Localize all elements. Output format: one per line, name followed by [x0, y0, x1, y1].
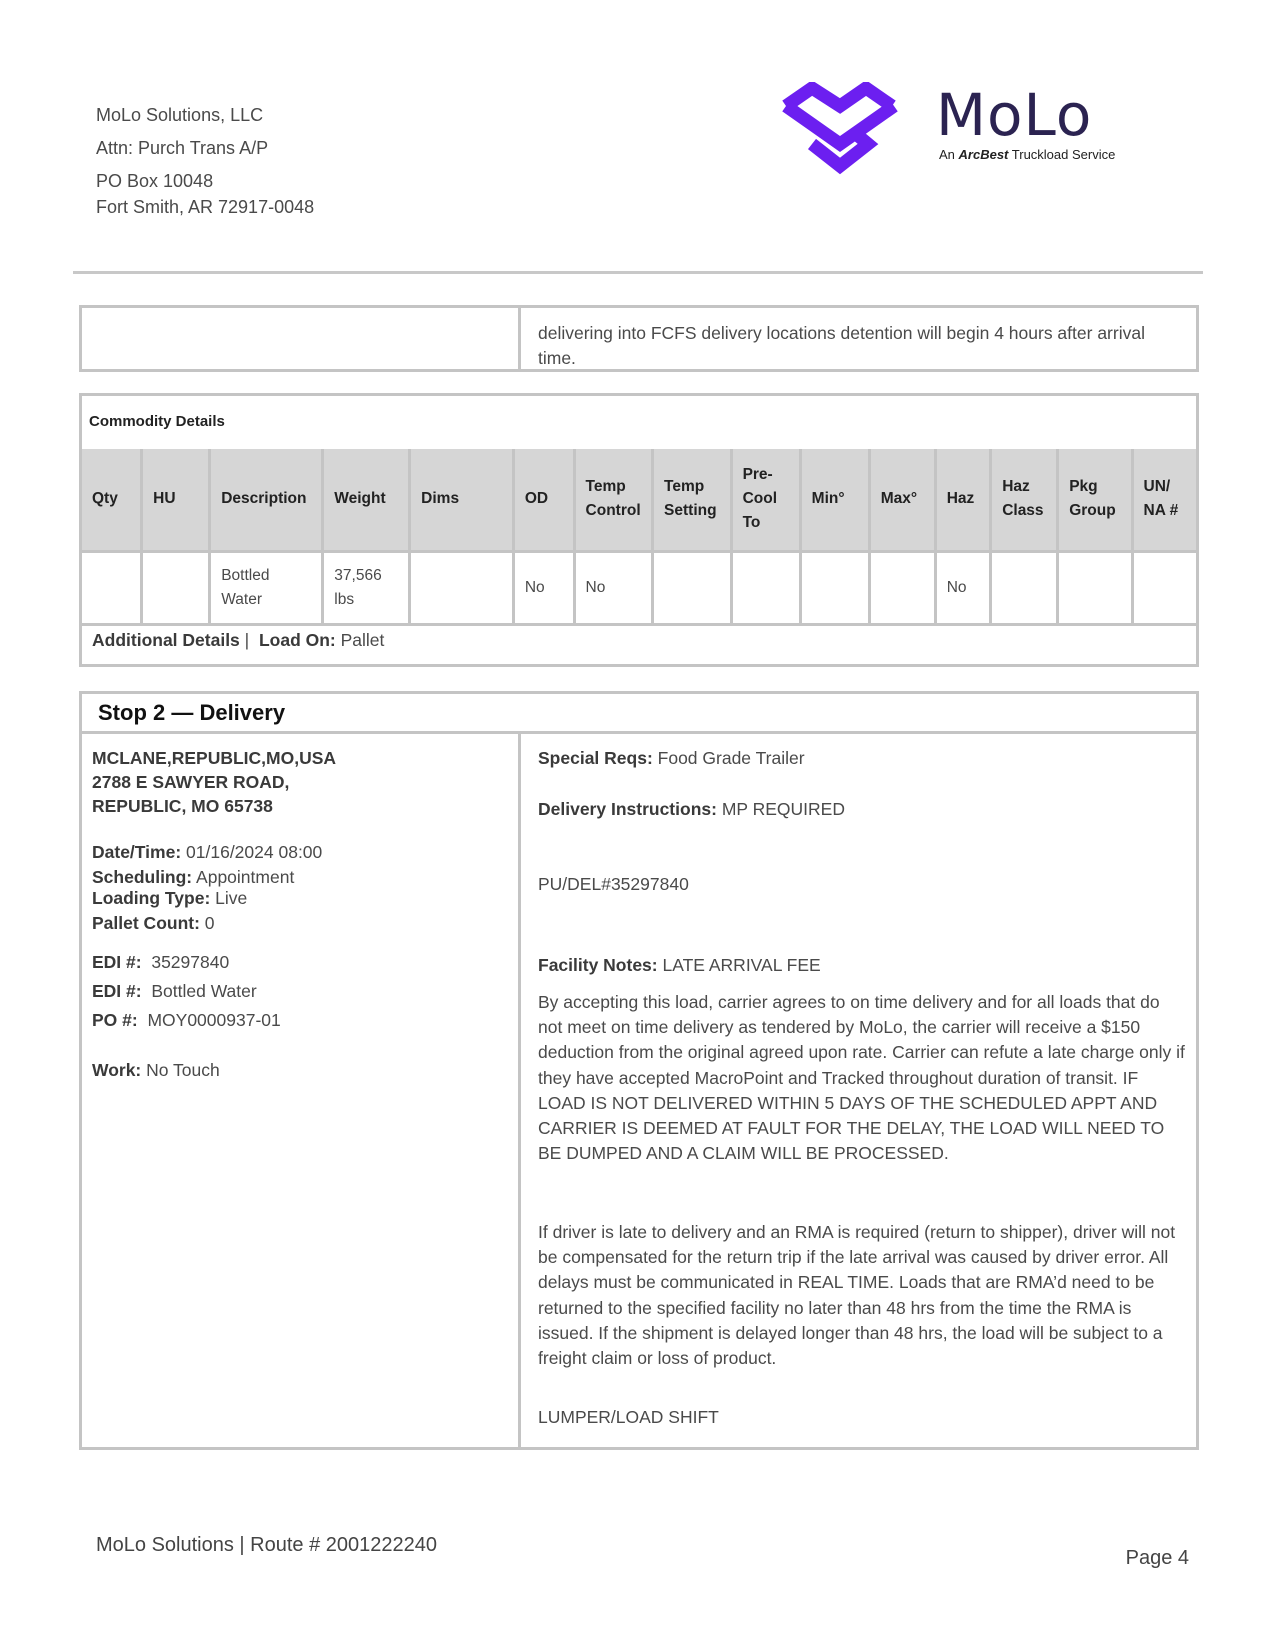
- cell-description: Bottled Water: [210, 551, 323, 624]
- header-min: Min°: [800, 449, 869, 551]
- cell-dims: [410, 551, 514, 624]
- column-divider: [518, 308, 521, 369]
- header-un-na: UN/ NA #: [1132, 449, 1196, 551]
- sender-po-box: PO Box 10048: [96, 171, 214, 191]
- header-haz-class: Haz Class: [991, 449, 1058, 551]
- header-pkg-group: Pkg Group: [1058, 449, 1132, 551]
- delivery-instructions-field: Delivery Instructions: MP REQUIRED: [538, 799, 845, 819]
- facility-notes-field: Facility Notes: LATE ARRIVAL FEE: [538, 955, 821, 975]
- stop-delivery-section: [79, 691, 1199, 1450]
- page-number: Page 4: [1125, 1547, 1189, 1569]
- cell-hu: [142, 551, 210, 624]
- cell-pkg-group: [1058, 551, 1132, 624]
- logo-wordmark: MoLo: [936, 81, 1093, 149]
- pu-del-number: PU/DEL#35297840: [538, 874, 689, 894]
- commodity-header-row: [82, 449, 1196, 551]
- header-description: Description: [210, 449, 323, 551]
- cell-min: [800, 551, 869, 624]
- previous-notes-text: delivering into FCFS delivery locations detention will begin 4 hours after arrival time.: [538, 323, 1145, 368]
- lumper-note: LUMPER/LOAD SHIFT: [538, 1407, 719, 1427]
- scheduling-field: Scheduling: Appointment: [92, 867, 295, 887]
- additional-separator: |: [244, 630, 250, 650]
- header-haz: Haz: [935, 449, 990, 551]
- work-field: Work: No Touch: [92, 1060, 220, 1080]
- cell-temp-control: No: [574, 551, 653, 624]
- additional-details-label: Additional Details: [92, 630, 240, 650]
- po-field: PO #: MOY0000937-01: [92, 1010, 281, 1030]
- stop-title: Stop 2 — Delivery: [98, 700, 286, 725]
- commodity-details-section: [79, 393, 1199, 667]
- header-divider: [73, 271, 1203, 274]
- header-weight: Weight: [323, 449, 410, 551]
- molo-logo-mark-icon: [778, 82, 918, 178]
- header-dims: Dims: [410, 449, 514, 551]
- pallet-count-field: Pallet Count: 0: [92, 913, 215, 933]
- rma-policy: If driver is late to delivery and an RMA is required (return to shipper), driver will not be compensated for the return trip if the late arrival was caused by driver error. All delays must be communicated in REAL TIME. Loads that are RMA’d need to be returned to the specified facility no later than 48 hrs from the time the RMA is issued. If the shipment is delayed longer than 48 hrs, the load will be subject to a freight claim or loss of product.: [538, 1222, 1176, 1369]
- cell-od: No: [513, 551, 574, 624]
- load-on-label: Load On:: [258, 630, 336, 650]
- column-divider: [518, 734, 521, 1447]
- logo-tag-suffix: Truckload Service: [1011, 147, 1116, 162]
- special-reqs-field: Special Reqs: Food Grade Trailer: [538, 748, 805, 768]
- edi-field-1: EDI #: 35297840: [92, 952, 230, 972]
- address-line-1: MCLANE,REPUBLIC,MO,USA: [92, 748, 337, 768]
- cell-pre-cool-to: [731, 551, 800, 624]
- datetime-field: Date/Time: 01/16/2024 08:00: [92, 842, 323, 862]
- stop-header: [82, 694, 1196, 734]
- cell-temp-setting: [653, 551, 732, 624]
- header-temp-control: Temp Control: [574, 449, 653, 551]
- cell-haz-class: [991, 551, 1058, 624]
- header-qty: Qty: [82, 449, 142, 551]
- header-od: OD: [513, 449, 574, 551]
- sender-company: MoLo Solutions, LLC: [96, 105, 264, 125]
- logo-tagline: [939, 147, 1115, 162]
- header-hu: HU: [142, 449, 210, 551]
- address-line-3: REPUBLIC, MO 65738: [92, 796, 273, 816]
- logo-tag-brand: ArcBest: [958, 147, 1009, 162]
- late-delivery-policy: By accepting this load, carrier agrees to on time delivery and for all loads that do not meet on time delivery as tendered by MoLo, the carrier will receive a $150 deduction from the original agreed upon rate. Carrier can refute a late charge only if they have accepted MacroPoint and Tracked throughout duration of transit. IF LOAD IS NOT DELIVERED WITHIN 5 DAYS OF THE SCHEDULED APPT AND CARRIER IS DEEMED AT FAULT FOR THE DELAY, THE LOAD WILL NEED TO BE DUMPED AND A CLAIM WILL BE PROCESSED.: [538, 992, 1185, 1164]
- cell-weight: 37,566 lbs: [323, 551, 410, 624]
- previous-notes-box: [79, 305, 1199, 372]
- edi-field-2: EDI #: Bottled Water: [92, 981, 257, 1001]
- commodity-table: [82, 449, 1196, 626]
- commodity-title: Commodity Details: [89, 413, 225, 430]
- sender-city: Fort Smith, AR 72917-0048: [96, 197, 315, 217]
- header-max: Max°: [869, 449, 935, 551]
- cell-un-na: [1132, 551, 1196, 624]
- cell-max: [869, 551, 935, 624]
- sender-attn: Attn: Purch Trans A/P: [96, 138, 269, 158]
- logo-tag-prefix: An: [939, 147, 955, 162]
- cell-qty: [82, 551, 142, 624]
- loading-type-field: Loading Type: Live: [92, 888, 248, 908]
- address-line-2: 2788 E SAWYER ROAD,: [92, 772, 290, 792]
- load-on-value: Pallet: [340, 630, 385, 650]
- additional-details-row: [82, 624, 1196, 664]
- header-pre-cool-to: Pre-Cool To: [731, 449, 800, 551]
- footer-route: MoLo Solutions | Route # 2001222240: [96, 1534, 438, 1556]
- molo-logo: [778, 82, 1148, 178]
- cell-haz: No: [935, 551, 990, 624]
- header-temp-setting: Temp Setting: [653, 449, 732, 551]
- table-row: [82, 551, 1196, 624]
